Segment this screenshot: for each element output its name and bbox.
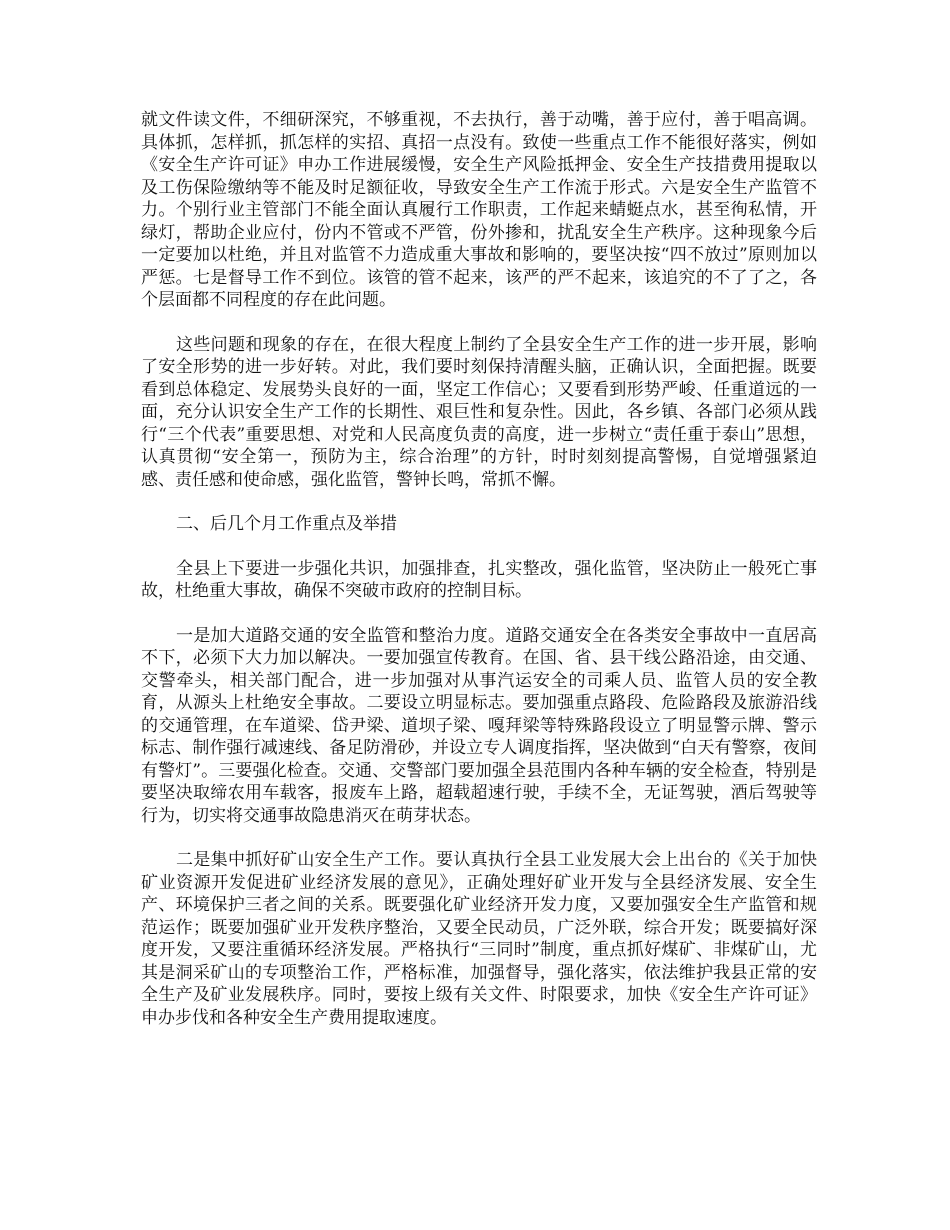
- section-heading: 二、后几个月工作重点及举措: [176, 514, 397, 534]
- paragraph-continuation: 就文件读文件，不细研深究，不够重视，不去执行，善于动嘴，善于应付，善于唱高调。具体抓，怎样抓，抓怎样的实招、真招一点没有。致使一些重点工作不能很好落实，例如《安全生产许可证》申办工作进展缓慢，安全生产风险抵押金、安全生产技措费用提取以及工伤保险缴纳等不能及时足额征收，导致安全生产工作流于形式。六是安全生产监管不力。个别行业主管部门不能全面认真履行工作职责，工作起来蜻蜓点水，甚至徇私情，开绿灯，帮助企业应付，份内不管或不严管，份外掺和，扰乱安全生产秩序。这种现象今后一定要加以杜绝，并且对监管不力造成重大事故和影响的，要坚决按“四不放过”原则加以严惩。七是督导工作不到位。该管的管不起来，该严的严不起来，该追究的不了了之，各个层面都不同程度的存在此问题。: [141, 110, 817, 310]
- document-page: [141, 109, 817, 1051]
- paragraph-mine-safety: 二是集中抓好矿山安全生产工作。要认真执行全县工业发展大会上出台的《关于加快矿业资源开发促进矿业经济发展的意见》，正确处理好矿业开发与全县经济发展、安全生产、环境保护三者之间的关系。既要强化矿业经济开发力度，又要加强安全生产监管和规范运作；既要加强矿业开发秩序整治，又要全民动员，广泛外联，综合开发；既要搞好深度开发，又要注重循环经济发展。严格执行“三同时”制度，重点抓好煤矿、非煤矿山，尤其是洞采矿山的专项整治工作，严格标准，加强督导，强化落实，依法维护我县正常的安全生产及矿业发展秩序。同时，要按上级有关文件、时限要求，加快《安全生产许可证》申办步伐和各种安全生产费用提取速度。: [141, 850, 817, 1028]
- paragraph-overall-goal: 全县上下要进一步强化共识，加强排查，扎实整改，强化监管，坚决防止一般死亡事故，杜绝重大事故，确保不突破市政府的控制目标。: [141, 558, 817, 601]
- paragraph-problems-impact: 这些问题和现象的存在，在很大程度上制约了全县安全生产工作的进一步开展，影响了安全形势的进一步好转。对此，我们要时刻保持清醒头脑，正确认识，全面把握。既要看到总体稳定、发展势头良好的一面，坚定工作信心；又要看到形势严峻、任重道远的一面，充分认识安全生产工作的长期性、艰巨性和复杂性。因此，各乡镇、各部门必须从践行“三个代表”重要思想、对党和人民高度负责的高度，进一步树立“责任重于泰山”思想，认真贯彻“安全第一，预防为主，综合治理”的方针，时时刻刻提高警惕，自觉增强紧迫感、责任感和使命感，强化监管，警钟长鸣，常抓不懈。: [141, 334, 817, 490]
- paragraph-road-traffic: 一是加大道路交通的安全监管和整治力度。道路交通安全在各类安全事故中一直居高不下，必须下大力加以解决。一要加强宣传教育。在国、省、县干线公路沿途，由交通、交警牵头，相关部门配合，进一步加强对从事汽运安全的司乘人员、监管人员的安全教育，从源头上杜绝安全事故。二要设立明显标志。要加强重点路段、危险路段及旅游沿线的交通管理，在车道梁、岱尹梁、道坝子梁、嘎拜梁等特殊路段设立了明显警示牌、警示标志、制作强行减速线、备足防滑砂，并设立专人调度指挥，坚决做到“白天有警察，夜间有警灯”。三要强化检查。交通、交警部门要加强全县范围内各种车辆的安全检查，特别是要坚决取缔农用车载客，报废车上路，超载超速行驶，手续不全，无证驾驶，酒后驾驶等行为，切实将交通事故隐患消灭在萌芽状态。: [141, 625, 817, 826]
